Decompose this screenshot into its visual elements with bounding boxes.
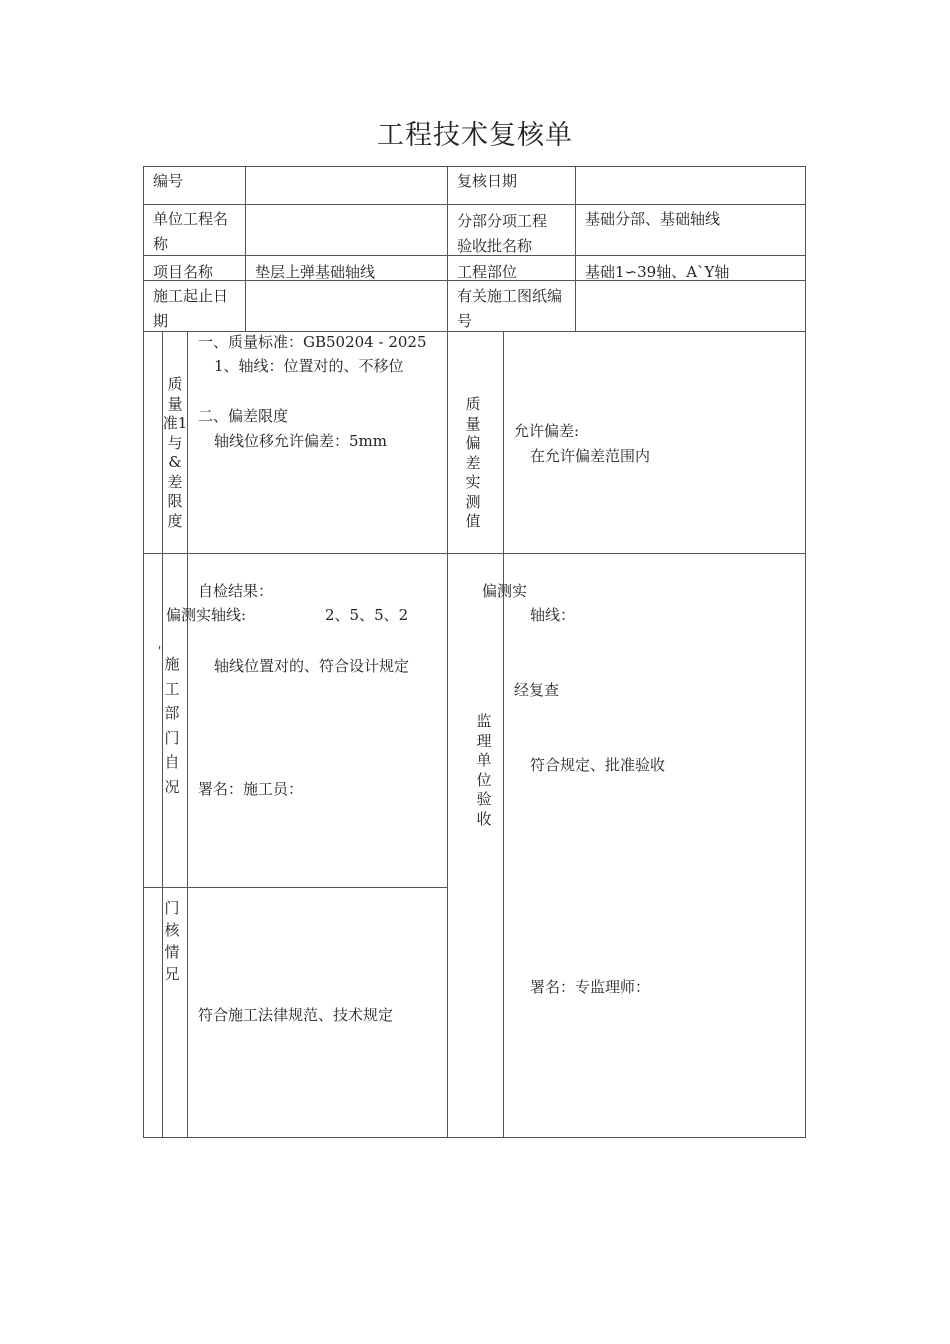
xiangmu-label: 项目名称 [153,263,214,281]
fenbu-label-1: 分部分项工程 [457,212,548,230]
page-title: 工程技术复核单 [377,120,573,151]
col-divider [447,166,448,1138]
tuzhi-label-2: 号 [457,312,473,330]
tuzhi-label-1: 有关施工图纸编 [457,287,563,305]
self-check-conclusion: 轴线位置对的、符合设计规定 [214,657,410,675]
table-border-right [805,166,806,1138]
supervision-side-label: 监理单位验收 [476,712,492,828]
supervision-recheck-label: 经复查 [514,681,560,699]
standard-line-3: 二、偏差限度 [198,407,289,425]
self-check-measure-label: 偏测实轴线: [166,606,247,624]
allow-value: 在允许偏差范围内 [530,447,651,465]
fenbu-value: 基础分部、基础轴线 [585,210,721,228]
table-border-bottom [143,1137,806,1138]
bianhao-label: 编号 [153,172,184,190]
supervision-conclusion: 符合规定、批准验收 [530,756,666,774]
supervision-axis-label: 轴线： [530,606,576,624]
buwei-value: 基础1∽39轴、A`Y轴 [585,263,730,281]
danwei-label-1: 单位工程名 [153,210,229,228]
self-check-side-label: 施工部门自况 [164,655,180,796]
qizhi-label-2: 期 [153,312,169,330]
table-border-top [143,166,806,167]
col-divider [245,166,246,331]
row-divider [143,553,806,554]
fenbu-label-2: 验收批名称 [457,237,533,255]
standard-line-2: 1、轴线：位置对的、不移位 [214,357,404,375]
self-check-measure-values: 2、5、5、2 [325,606,409,624]
fuhe-riqi-label: 复核日期 [457,172,518,190]
row-divider [143,887,447,888]
buwei-label: 工程部位 [457,263,518,281]
col-divider [575,166,576,331]
dept-review-conclusion: 符合施工法律规范、技术规定 [198,1006,394,1024]
dept-review-side-label: 门核情兄 [164,899,180,983]
table-border-left [143,166,144,1138]
qizhi-label-1: 施工起止日 [153,287,229,305]
standard-side-label: 质量准1与&差限度 [162,375,188,530]
measured-label: 质量偏差实测值 [465,395,481,530]
standard-line-4: 轴线位移允许偏差：5mm [214,432,387,450]
danwei-label-2: 称 [153,235,169,253]
col-divider [503,331,504,1138]
allow-label: 允许偏差: [514,422,580,440]
self-check-mark: ' [158,644,162,658]
supervision-sign-label: 署名：专监理师： [530,978,651,996]
row-divider [143,204,806,205]
xiangmu-value: 垫层上弹基础轴线 [255,263,376,281]
standard-line-1: 一、质量标准：GB50204 - 2025 [198,333,427,351]
self-check-sign-label: 署名：施工员： [198,780,304,798]
self-check-result-label: 自检结果： [198,582,274,600]
supervision-measure-label: 偏测实 [482,582,528,600]
